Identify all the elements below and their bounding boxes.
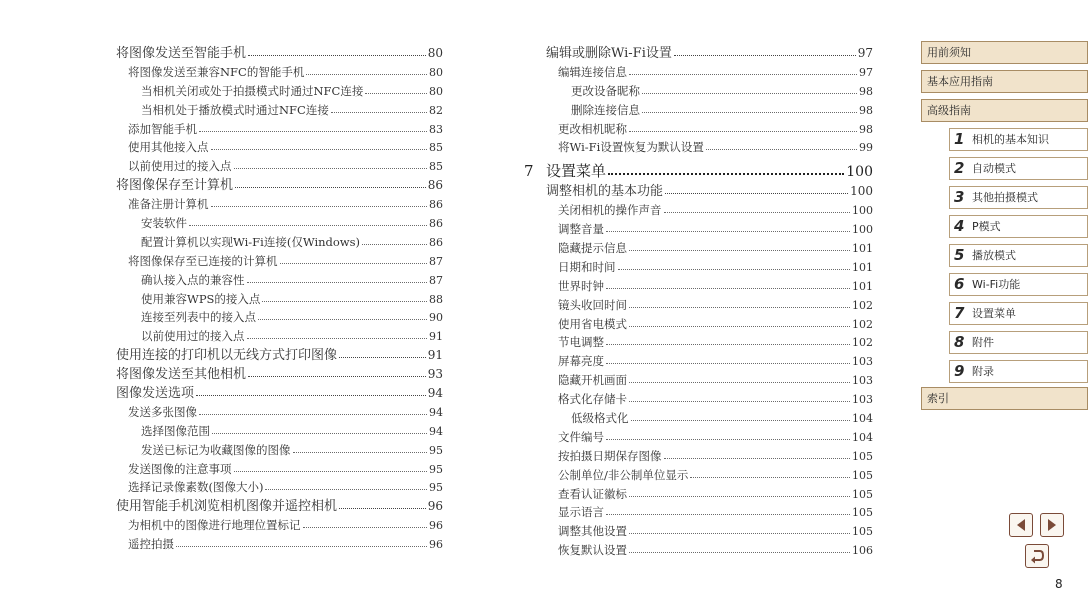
nav-chapter-number: 7 <box>954 304 965 322</box>
toc-entry-title: 添加智能手机 <box>128 121 197 136</box>
toc-dot-leader <box>234 158 428 169</box>
toc-dot-leader <box>606 429 850 440</box>
toc-dot-leader <box>706 139 857 150</box>
toc-entry[interactable] <box>116 290 443 309</box>
toc-entry[interactable] <box>546 239 873 258</box>
toc-dot-leader <box>629 297 850 308</box>
toc-entry[interactable] <box>116 403 443 422</box>
toc-dot-leader <box>303 517 428 528</box>
toc-dot-leader <box>196 385 426 396</box>
toc-entry-title: 编辑或删除Wi-Fi设置 <box>546 46 672 61</box>
toc-dot-leader <box>629 372 850 383</box>
toc-entry-page: 99 <box>859 141 873 155</box>
toc-entry[interactable] <box>546 220 873 239</box>
toc-entry-title: 发送多张图像 <box>128 404 197 419</box>
page-number: 8 <box>1055 577 1063 591</box>
toc-entry-page: 90 <box>429 311 443 325</box>
nav-chapter-8[interactable] <box>949 331 1088 354</box>
toc-entry[interactable] <box>546 201 873 220</box>
toc-entry-title: 将Wi-Fi设置恢复为默认设置 <box>558 140 704 155</box>
toc-entry[interactable] <box>116 422 443 441</box>
toc-entry-page: 94 <box>427 386 443 401</box>
toc-dot-leader <box>642 102 857 113</box>
toc-entry-page: 91 <box>429 330 443 344</box>
toc-entry-title: 屏幕亮度 <box>558 354 604 369</box>
toc-entry-title: 使用其他接入点 <box>128 140 209 155</box>
toc-entry-title: 将图像保存至计算机 <box>116 178 234 194</box>
toc-entry[interactable] <box>116 82 443 101</box>
toc-entry[interactable] <box>546 371 873 390</box>
toc-entry-page: 94 <box>429 405 443 419</box>
nav-chapter-label: 附件 <box>972 336 994 349</box>
toc-entry[interactable] <box>116 271 443 290</box>
toc-entry[interactable] <box>116 384 443 403</box>
toc-entry-page: 100 <box>846 164 873 181</box>
nav-advanced-guide-label: 高级指南 <box>927 104 971 117</box>
toc-entry[interactable] <box>116 157 443 176</box>
toc-dot-leader <box>606 221 850 232</box>
toc-entry-title: 编辑连接信息 <box>558 64 627 79</box>
toc-entry-title: 低级格式化 <box>571 411 629 426</box>
toc-dot-leader <box>665 183 848 194</box>
toc-entry-title: 删除连接信息 <box>571 102 640 117</box>
nav-index-label: 索引 <box>927 392 949 405</box>
toc-entry-title: 连接至列表中的接入点 <box>141 310 256 325</box>
toc-entry-page: 86 <box>429 217 443 231</box>
next-page-button[interactable] <box>1040 513 1064 537</box>
toc-entry[interactable] <box>546 296 873 315</box>
toc-entry-title: 将图像保存至已连接的计算机 <box>128 253 278 268</box>
toc-dot-leader <box>606 504 850 515</box>
toc-dot-leader <box>199 404 427 415</box>
toc-entry[interactable] <box>546 390 873 409</box>
toc-dot-leader <box>608 163 844 175</box>
toc-entry-page: 87 <box>429 254 443 268</box>
nav-chapter-label: 自动模式 <box>972 162 1016 175</box>
toc-entry-page: 102 <box>852 298 873 312</box>
toc-entry-page: 103 <box>852 355 873 369</box>
nav-chapter-label: P模式 <box>972 220 1001 233</box>
toc-entry-title: 按拍摄日期保存图像 <box>558 448 662 463</box>
toc-entry[interactable] <box>546 63 873 82</box>
toc-entry[interactable] <box>116 101 443 120</box>
nav-basic-guide[interactable] <box>921 70 1088 93</box>
nav-chapter-label: 播放模式 <box>972 249 1016 262</box>
toc-entry[interactable] <box>116 516 443 535</box>
toc-entry-page: 98 <box>859 84 873 98</box>
toc-dot-leader <box>629 523 850 534</box>
toc-entry-page: 105 <box>852 468 873 482</box>
toc-entry[interactable] <box>546 120 873 139</box>
toc-dot-leader <box>629 64 857 75</box>
toc-dot-leader <box>265 479 427 490</box>
toc-dot-leader <box>674 45 856 56</box>
toc-dot-leader <box>199 121 427 132</box>
toc-entry-page: 105 <box>852 449 873 463</box>
toc-entry-title: 查看认证徽标 <box>558 486 627 501</box>
toc-entry-title: 当相机关闭或处于拍摄模式时通过NFC连接 <box>141 83 364 98</box>
nav-chapter-label: 其他拍摄模式 <box>972 191 1038 204</box>
toc-entry-page: 105 <box>852 487 873 501</box>
toc-entry-page: 106 <box>852 544 873 558</box>
toc-dot-leader <box>293 442 428 453</box>
toc-entry[interactable] <box>116 460 443 479</box>
toc-dot-leader <box>176 536 427 547</box>
nav-chapter-number: 3 <box>954 188 965 206</box>
toc-entry[interactable] <box>546 503 873 522</box>
toc-entry-title: 设置菜单 <box>546 162 607 181</box>
toc-entry-page: 91 <box>427 348 443 363</box>
toc-entry[interactable] <box>546 466 873 485</box>
toc-entry-page: 102 <box>852 336 873 350</box>
toc-entry-page: 98 <box>859 103 873 117</box>
toc-entry-page: 95 <box>429 462 443 476</box>
toc-entry-title: 公制单位/非公制单位显示 <box>558 467 689 482</box>
toc-entry-title: 使用智能手机浏览相机图像并遥控相机 <box>116 499 338 515</box>
toc-dot-leader <box>212 423 427 434</box>
toc-chapter-number: 7 <box>524 162 534 181</box>
toc-entry-page: 103 <box>852 374 873 388</box>
nav-chapter-number: 4 <box>954 217 965 235</box>
toc-entry[interactable] <box>116 44 443 63</box>
toc-dot-leader <box>339 347 426 358</box>
next-page-icon <box>1046 518 1058 532</box>
toc-dot-leader <box>306 64 427 75</box>
toc-entry-title: 配置计算机以实现Wi-Fi连接(仅Windows) <box>141 234 361 249</box>
toc-dot-leader <box>629 121 857 132</box>
toc-entry[interactable] <box>116 195 443 214</box>
toc-entry-page: 87 <box>429 273 443 287</box>
toc-dot-leader <box>690 467 850 478</box>
toc-entry[interactable] <box>546 485 873 504</box>
toc-dot-leader <box>629 391 850 402</box>
toc-entry-page: 85 <box>429 160 443 174</box>
toc-entry-title: 恢复默认设置 <box>558 543 627 558</box>
toc-entry[interactable] <box>116 441 443 460</box>
toc-entry-page: 85 <box>429 141 443 155</box>
toc-entry-page: 105 <box>852 525 873 539</box>
toc-entry-page: 96 <box>429 538 443 552</box>
toc-entry-title: 节电调整 <box>558 335 604 350</box>
toc-entry-page: 105 <box>852 506 873 520</box>
toc-entry-title: 发送已标记为收藏图像的图像 <box>141 442 291 457</box>
toc-entry-page: 94 <box>429 424 443 438</box>
toc-entry[interactable] <box>116 365 443 384</box>
nav-advanced-guide[interactable] <box>921 99 1088 122</box>
toc-entry[interactable] <box>116 535 443 554</box>
toc-entry-title: 安装软件 <box>141 216 187 231</box>
nav-chapter-7[interactable] <box>949 302 1088 325</box>
toc-dot-leader <box>235 177 426 188</box>
nav-chapter-9[interactable] <box>949 360 1088 383</box>
toc-entry-title: 调整其他设置 <box>558 524 627 539</box>
nav-chapter-4[interactable] <box>949 215 1088 238</box>
toc-entry[interactable] <box>546 428 873 447</box>
toc-entry[interactable] <box>546 182 873 201</box>
nav-chapter-number: 8 <box>954 333 965 351</box>
toc-entry-page: 96 <box>429 519 443 533</box>
toc-dot-leader <box>606 334 850 345</box>
toc-entry[interactable] <box>546 44 873 63</box>
toc-entry-page: 80 <box>429 65 443 79</box>
toc-entry-page: 93 <box>427 367 443 382</box>
toc-entry-page: 86 <box>427 178 443 193</box>
toc-chapter-entry[interactable] <box>524 159 873 184</box>
toc-dot-leader <box>629 316 850 327</box>
nav-chapter-5[interactable] <box>949 244 1088 267</box>
toc-dot-leader <box>211 139 428 150</box>
toc-entry-page: 101 <box>852 242 873 256</box>
nav-chapter-2[interactable] <box>949 157 1088 180</box>
toc-entry-title: 使用连接的打印机以无线方式打印图像 <box>116 348 338 364</box>
toc-entry[interactable] <box>546 333 873 352</box>
toc-entry[interactable] <box>116 346 443 365</box>
toc-dot-leader <box>606 278 850 289</box>
toc-entry[interactable] <box>546 315 873 334</box>
toc-entry-page: 104 <box>852 430 873 444</box>
toc-dot-leader <box>629 240 850 251</box>
nav-basic-guide-label: 基本应用指南 <box>927 75 993 88</box>
toc-entry-page: 95 <box>429 481 443 495</box>
toc-dot-leader <box>248 366 426 377</box>
toc-dot-leader <box>618 259 851 270</box>
nav-chapter-label: 设置菜单 <box>972 307 1016 320</box>
toc-dot-leader <box>339 498 426 509</box>
nav-chapter-number: 1 <box>954 130 965 148</box>
toc-entry-title: 格式化存储卡 <box>558 392 627 407</box>
toc-entry-page: 86 <box>429 235 443 249</box>
toc-entry-title: 选择图像范围 <box>141 423 210 438</box>
toc-entry[interactable] <box>546 541 873 560</box>
toc-entry-title: 遥控拍摄 <box>128 537 174 552</box>
toc-entry-title: 更改设备昵称 <box>571 83 640 98</box>
toc-entry-page: 103 <box>852 393 873 407</box>
nav-chapter-6[interactable] <box>949 273 1088 296</box>
return-button[interactable] <box>1025 544 1049 568</box>
prev-page-icon <box>1015 518 1027 532</box>
prev-page-button[interactable] <box>1009 513 1033 537</box>
toc-entry[interactable] <box>116 138 443 157</box>
toc-entry-title: 准备注册计算机 <box>128 197 209 212</box>
toc-entry-title: 图像发送选项 <box>116 386 195 402</box>
nav-chapter-1[interactable] <box>949 128 1088 151</box>
toc-entry-page: 102 <box>852 317 873 331</box>
toc-entry-page: 80 <box>427 46 443 60</box>
toc-entry-title: 以前使用过的接入点 <box>128 159 232 174</box>
toc-dot-leader <box>664 202 851 213</box>
return-icon <box>1029 548 1045 564</box>
toc-entry-title: 隐藏开机画面 <box>558 373 627 388</box>
toc-entry-title: 镜头收回时间 <box>558 297 627 312</box>
toc-middle-column <box>524 44 873 560</box>
nav-chapter-label: 附录 <box>972 365 994 378</box>
toc-entry-page: 95 <box>429 443 443 457</box>
toc-entry-title: 以前使用过的接入点 <box>141 329 245 344</box>
toc-dot-leader <box>189 215 427 226</box>
toc-dot-leader <box>664 448 851 459</box>
toc-entry-title: 文件编号 <box>558 429 604 444</box>
nav-chapter-3[interactable] <box>949 186 1088 209</box>
toc-entry-title: 使用省电模式 <box>558 316 627 331</box>
toc-entry-title: 隐藏提示信息 <box>558 241 627 256</box>
nav-chapter-label: Wi-Fi功能 <box>972 278 1021 291</box>
toc-entry-title: 将图像发送至智能手机 <box>116 46 247 61</box>
toc-entry[interactable] <box>116 252 443 271</box>
toc-dot-leader <box>642 83 857 94</box>
nav-chapter-number: 6 <box>954 275 965 293</box>
toc-entry[interactable] <box>116 63 443 82</box>
toc-entry-title: 将图像发送至兼容NFC的智能手机 <box>128 64 305 79</box>
toc-entry[interactable] <box>546 447 873 466</box>
nav-before-use[interactable] <box>921 41 1088 64</box>
toc-dot-leader <box>262 291 427 302</box>
toc-entry[interactable] <box>546 101 873 120</box>
toc-entry-page: 86 <box>429 198 443 212</box>
toc-dot-leader <box>234 461 428 472</box>
toc-entry[interactable] <box>116 214 443 233</box>
toc-entry[interactable] <box>116 308 443 327</box>
toc-dot-leader <box>247 272 428 283</box>
toc-entry-title: 使用兼容WPS的接入点 <box>141 291 261 306</box>
toc-entry-title: 确认接入点的兼容性 <box>141 272 245 287</box>
toc-entry[interactable] <box>546 522 873 541</box>
toc-entry[interactable] <box>546 258 873 277</box>
toc-entry[interactable] <box>546 409 873 428</box>
toc-entry[interactable] <box>546 138 873 157</box>
toc-entry-page: 98 <box>859 122 873 136</box>
toc-entry-title: 日期和时间 <box>558 259 616 274</box>
toc-dot-leader <box>331 102 427 113</box>
toc-dot-leader <box>606 353 850 364</box>
toc-entry[interactable] <box>116 120 443 139</box>
nav-chapter-number: 2 <box>954 159 965 177</box>
toc-left-column <box>116 44 443 554</box>
toc-entry[interactable] <box>546 352 873 371</box>
toc-dot-leader <box>258 309 427 320</box>
toc-dot-leader <box>631 410 851 421</box>
toc-entry-title: 发送图像的注意事项 <box>128 461 232 476</box>
toc-entry-page: 100 <box>852 204 873 218</box>
toc-entry-title: 调整音量 <box>558 222 604 237</box>
toc-entry-page: 97 <box>857 46 873 60</box>
toc-dot-leader <box>365 83 427 94</box>
toc-entry-page: 104 <box>852 412 873 426</box>
toc-entry-page: 80 <box>429 84 443 98</box>
toc-dot-leader <box>211 196 428 207</box>
nav-chapter-number: 5 <box>954 246 965 264</box>
toc-entry-page: 96 <box>427 499 443 514</box>
toc-dot-leader <box>280 253 428 264</box>
toc-entry-title: 显示语言 <box>558 505 604 520</box>
toc-entry[interactable] <box>116 327 443 346</box>
toc-dot-leader <box>247 328 428 339</box>
toc-entry-page: 88 <box>429 292 443 306</box>
toc-entry-page: 97 <box>859 65 873 79</box>
toc-entry-page: 82 <box>429 103 443 117</box>
toc-entry-page: 101 <box>852 260 873 274</box>
toc-entry-page: 100 <box>852 223 873 237</box>
toc-dot-leader <box>629 542 850 553</box>
toc-entry[interactable] <box>116 176 443 195</box>
nav-chapter-number: 9 <box>954 362 965 380</box>
toc-entry-title: 调整相机的基本功能 <box>546 184 664 200</box>
toc-entry-title: 世界时钟 <box>558 278 604 293</box>
nav-before-use-label: 用前须知 <box>927 46 971 59</box>
toc-dot-leader <box>629 486 850 497</box>
toc-dot-leader <box>248 45 426 56</box>
toc-entry[interactable] <box>116 497 443 516</box>
nav-chapter-label: 相机的基本知识 <box>972 133 1049 146</box>
toc-dot-leader <box>362 234 427 245</box>
toc-entry-title: 更改相机昵称 <box>558 121 627 136</box>
toc-entry-title: 关闭相机的操作声音 <box>558 203 662 218</box>
toc-entry[interactable] <box>546 82 873 101</box>
toc-entry-title: 为相机中的图像进行地理位置标记 <box>128 518 301 533</box>
toc-entry-title: 将图像发送至其他相机 <box>116 367 247 383</box>
nav-index[interactable] <box>921 387 1088 410</box>
toc-entry-title: 当相机处于播放模式时通过NFC连接 <box>141 102 329 117</box>
toc-entry[interactable] <box>116 233 443 252</box>
toc-entry-title: 选择记录像素数(图像大小) <box>128 480 264 495</box>
toc-entry[interactable] <box>546 277 873 296</box>
toc-entry[interactable] <box>116 478 443 497</box>
toc-entry-page: 83 <box>429 122 443 136</box>
toc-entry-page: 100 <box>850 184 873 199</box>
toc-entry-page: 101 <box>852 279 873 293</box>
